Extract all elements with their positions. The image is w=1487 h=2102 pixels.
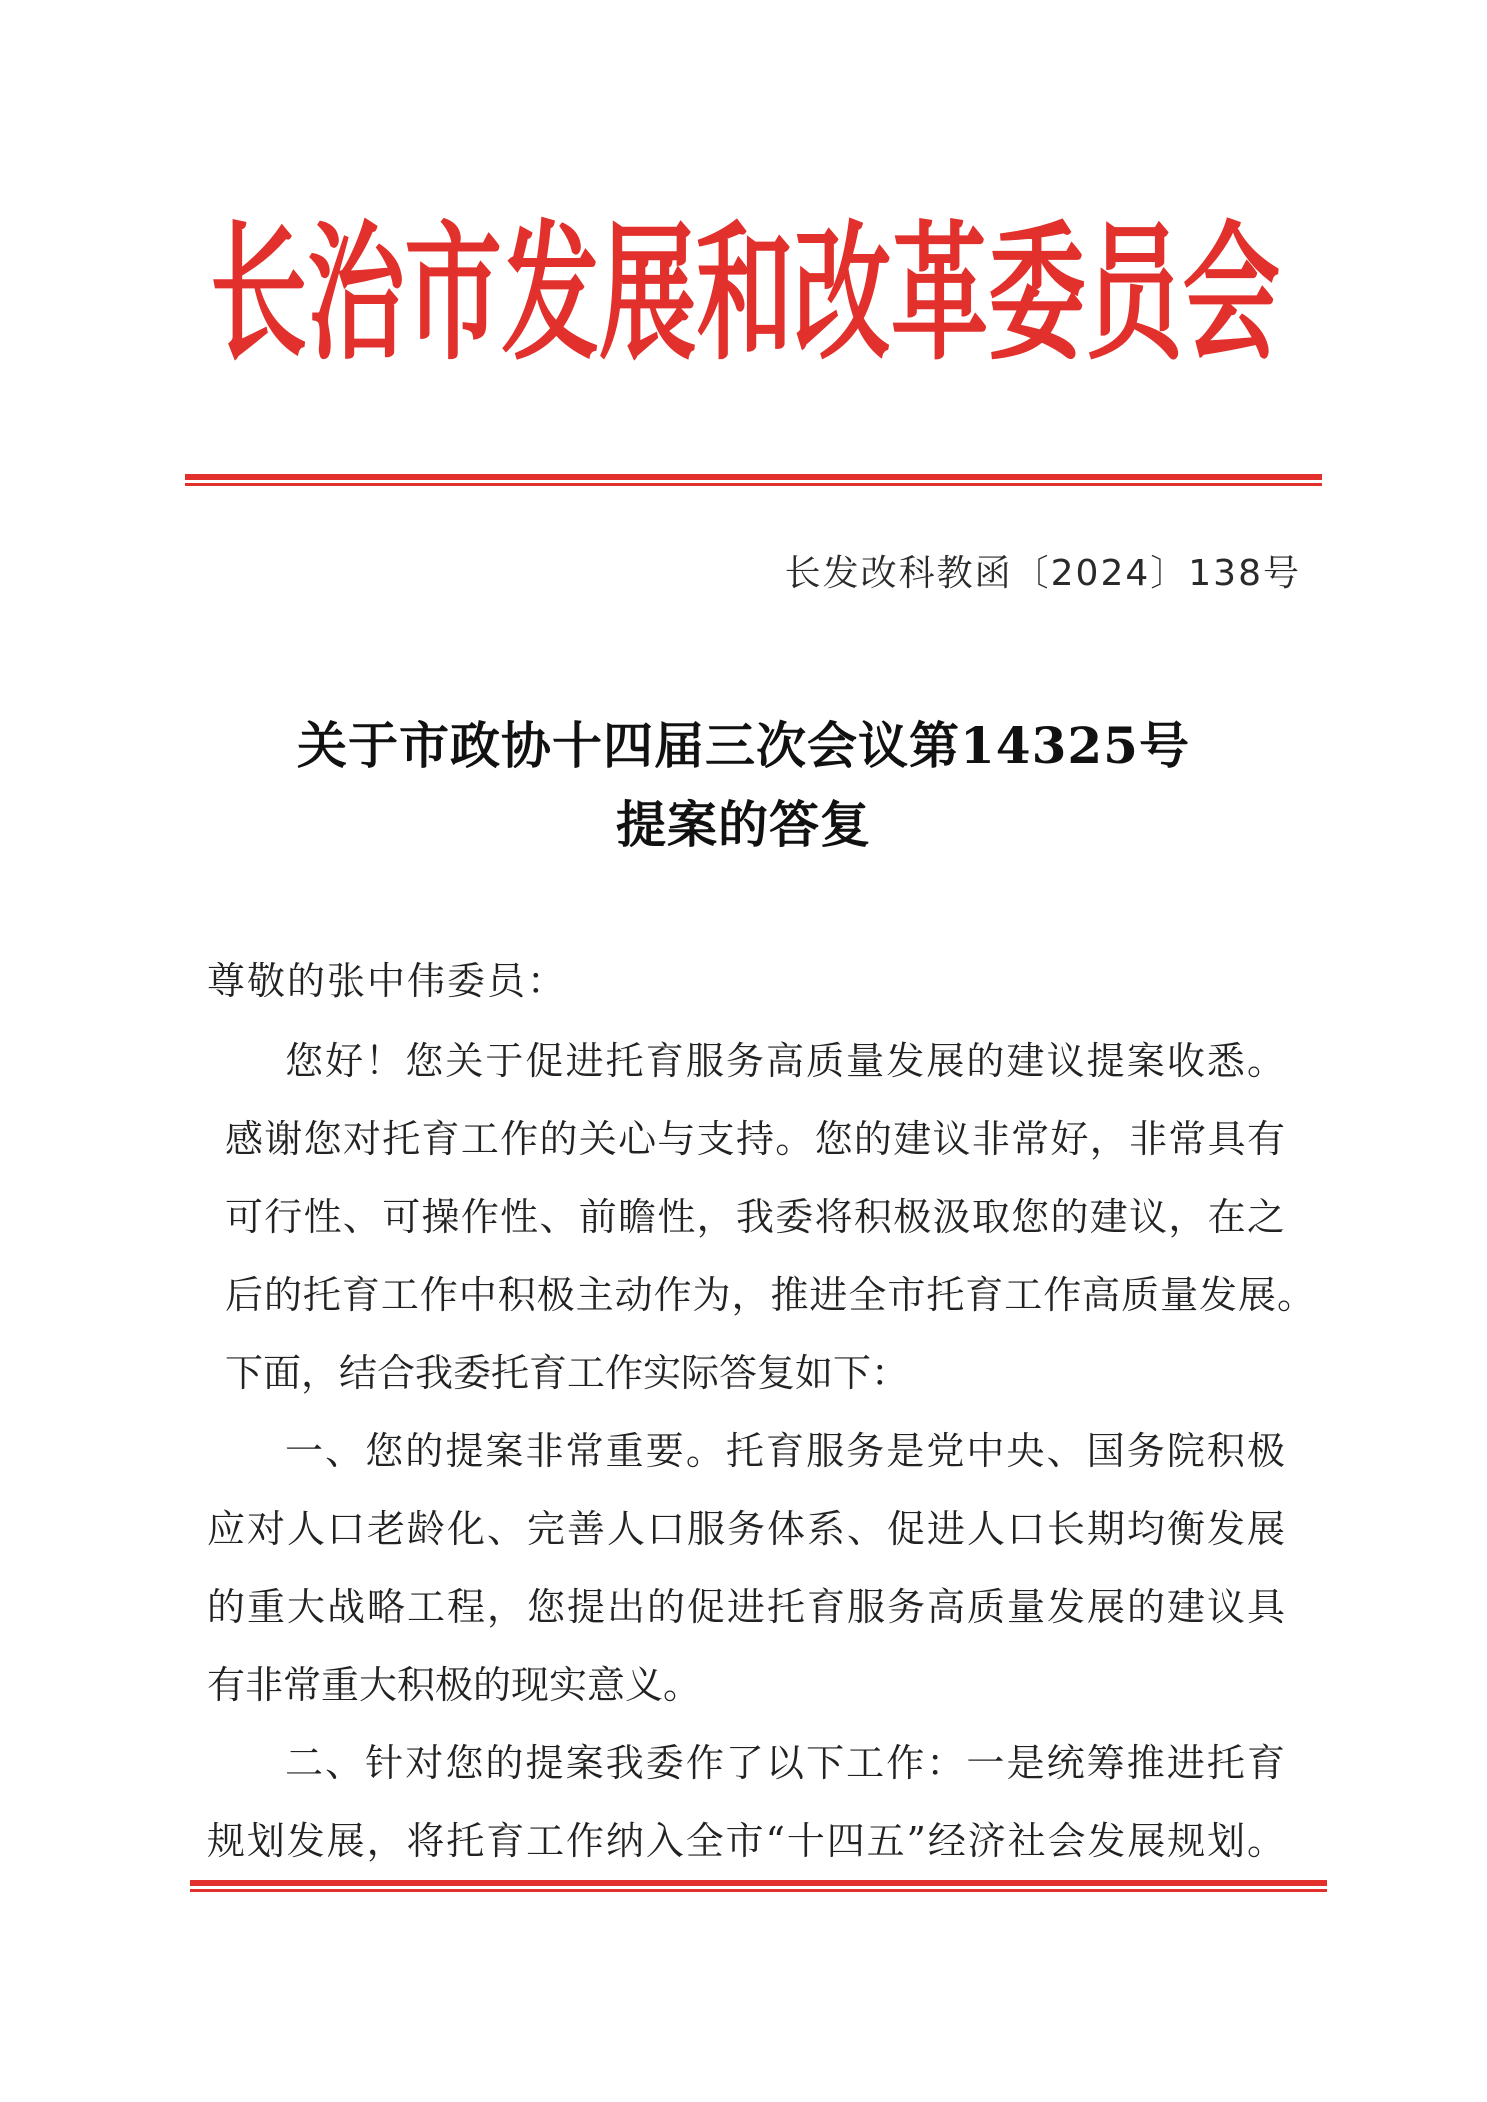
document-title-line-2: 提案的答复 (616, 795, 871, 854)
body-line: 您好！您关于促进托育服务高质量发展的建议提案收悉。 (285, 1039, 1285, 1083)
body-line: 后的托育工作中积极主动作为，推进全市托育工作高质量发展。 (225, 1273, 1315, 1317)
header-divider (185, 474, 1322, 486)
document-number: 长发改科教函〔2024〕138号 (784, 553, 1301, 594)
body-line: 二、针对您的提案我委作了以下工作：一是统筹推进托育 (285, 1741, 1285, 1785)
body-line: 应对人口老龄化、完善人口服务体系、促进人口长期均衡发展 (207, 1507, 1285, 1551)
organization-header (200, 215, 1290, 415)
body-line: 规划发展，将托育工作纳入全市“十四五”经济社会发展规划。 (207, 1819, 1285, 1863)
body-line: 感谢您对托育工作的关心与支持。您的建议非常好，非常具有 (225, 1117, 1285, 1161)
salutation: 尊敬的张中伟委员： (207, 959, 568, 1003)
body-line: 一、您的提案非常重要。托育服务是党中央、国务院积极 (285, 1429, 1285, 1473)
footer-divider (190, 1880, 1327, 1892)
body-line: 的重大战略工程，您提出的促进托育服务高质量发展的建议具 (207, 1585, 1285, 1629)
body-line: 有非常重大积极的现实意义。 (207, 1663, 702, 1707)
organization-name: 长治市发展和改革委员会 (210, 215, 1281, 381)
document-title-line-1: 关于市政协十四届三次会议第14325号 (297, 716, 1190, 775)
body-line: 下面，结合我委托育工作实际答复如下： (225, 1351, 910, 1395)
body-line: 可行性、可操作性、前瞻性，我委将积极汲取您的建议，在之 (225, 1195, 1285, 1239)
